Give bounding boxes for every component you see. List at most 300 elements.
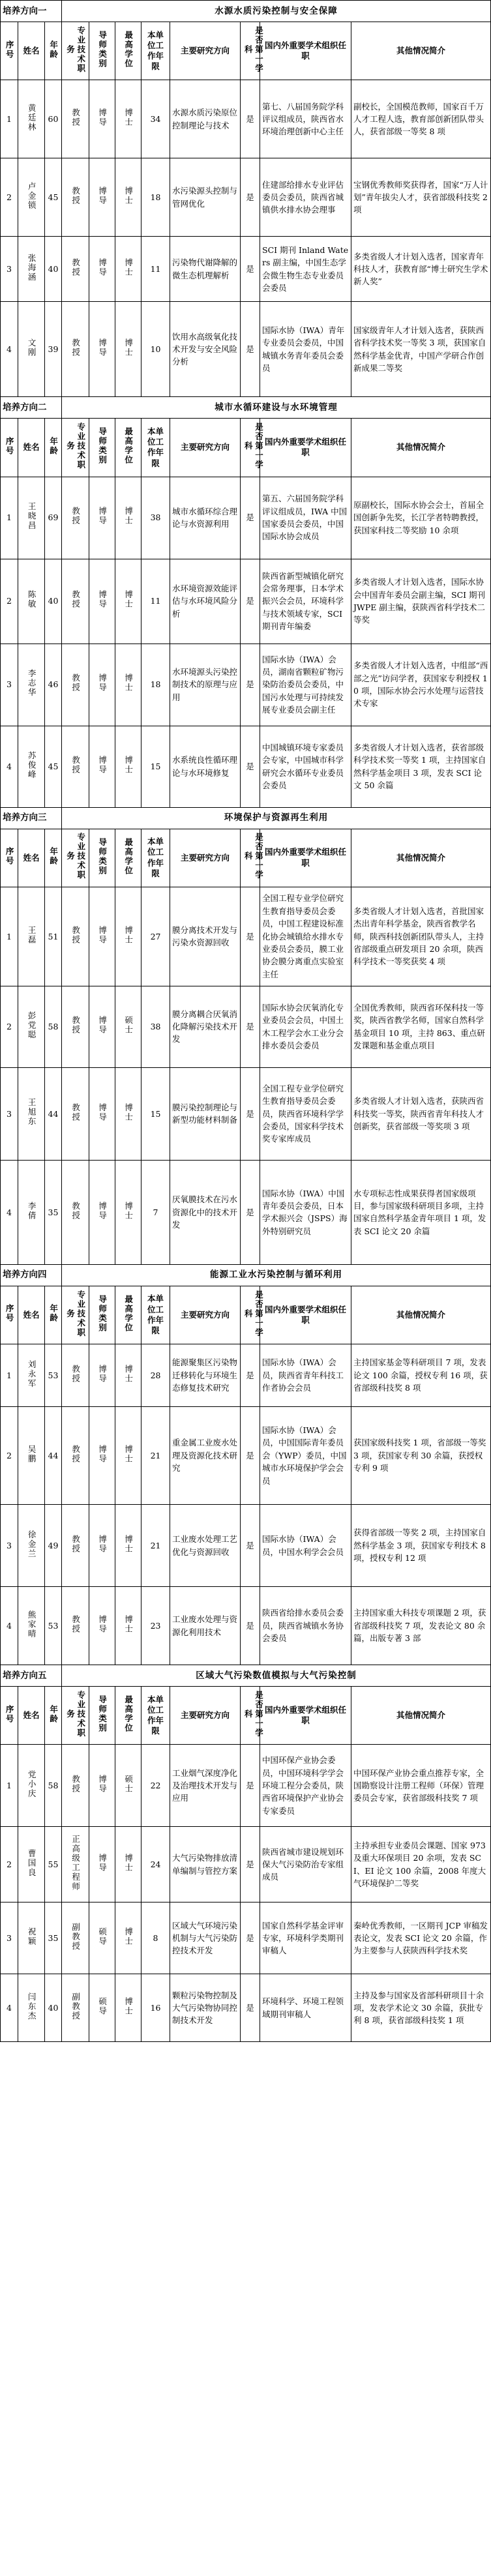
column-header-positions xyxy=(260,1687,351,1745)
name-cell-text: 张海涵 xyxy=(27,253,37,282)
seq-cell: 2 xyxy=(1,559,18,644)
column-header-first-discipline xyxy=(241,1286,264,1344)
degree-cell xyxy=(115,644,141,726)
supervisor-cell-text: 博导 xyxy=(97,507,108,526)
first-discipline-cell: 是 xyxy=(241,1344,260,1407)
name-cell xyxy=(18,1160,45,1264)
degree-cell-text: 博士 xyxy=(123,108,134,128)
column-header-age xyxy=(45,829,62,887)
positions-cell: 国际水协（IWA）会员，中国国际青年委员会（YWP）委员，中国城市水环境保护学会会员 xyxy=(260,1407,351,1505)
age-cell: 45 xyxy=(45,726,62,807)
research-cell: 水系统良性循环理论与水环境修复 xyxy=(170,726,241,807)
title-cell xyxy=(62,1587,89,1665)
section-label: 培养方向一 xyxy=(1,1,62,22)
age-cell: 40 xyxy=(45,559,62,644)
column-header-name xyxy=(18,419,45,477)
column-header-age xyxy=(45,1286,62,1344)
column-header-text: 最高学位 xyxy=(123,1695,134,1733)
title-cell xyxy=(62,1067,89,1160)
title-cell-text: 教授 xyxy=(70,1103,81,1122)
name-cell-text: 曹国良 xyxy=(27,1848,37,1878)
name-cell xyxy=(18,158,45,237)
degree-cell-text: 硕士 xyxy=(123,1775,134,1794)
column-header-supervisor xyxy=(89,1687,115,1745)
table-row xyxy=(1,1902,491,1974)
positions-cell: 中国环保产业协会委员，中国环境科学学会环境工程分会委员，陕西省环境保护产业协会专家委员 xyxy=(260,1745,351,1827)
title-cell xyxy=(62,1745,89,1827)
degree-cell xyxy=(115,1745,141,1827)
column-header-text: 是否第一学科 xyxy=(243,1290,264,1337)
name-cell xyxy=(18,1067,45,1160)
title-cell-text: 教授 xyxy=(70,108,81,128)
title-cell-text: 教授 xyxy=(70,1016,81,1035)
years-cell: 21 xyxy=(141,1407,170,1505)
column-header-degree xyxy=(115,419,141,477)
other-info-cell: 多类省级人才计划入选者，国家青年科技人才，获教育部“博士研究生学术新人奖” xyxy=(351,237,491,302)
name-cell-text: 文刚 xyxy=(27,338,37,358)
other-info-cell: 宝钢优秀教师奖获得者，国家“万人计划”青年拔尖人才，获省部级科技奖 2 项 xyxy=(351,158,491,237)
research-cell: 水环境源头污染控制技术的原理与应用 xyxy=(170,644,241,726)
column-header-text: 导师类别 xyxy=(97,31,108,68)
seq-cell: 1 xyxy=(1,1344,18,1407)
column-header-text: 导师类别 xyxy=(97,427,108,466)
section-title: 能源工业水污染控制与循环利用 xyxy=(62,1264,491,1286)
positions-cell: 国家自然科学基金评审专家，环境科学类期刊审稿人 xyxy=(260,1902,351,1974)
column-header-text: 最高学位 xyxy=(123,427,134,466)
years-cell: 7 xyxy=(141,1160,170,1264)
column-header-text: 其他情况简介 xyxy=(396,46,446,55)
research-cell: 大气污染物排放清单编制与管控方案 xyxy=(170,1827,241,1902)
supervisor-cell-text: 博导 xyxy=(97,1016,108,1035)
column-header-text: 姓名 xyxy=(23,442,40,452)
supervisor-cell xyxy=(89,1745,115,1827)
positions-cell: 国际水协会厌氧消化专业委员会会员，中国土木工程学会水工业分会排水委员会委员 xyxy=(260,986,351,1067)
degree-cell xyxy=(115,726,141,807)
name-cell-text: 李倩 xyxy=(27,1201,37,1221)
title-cell-text: 教授 xyxy=(70,674,81,693)
age-cell: 45 xyxy=(45,158,62,237)
column-header-text: 序号 xyxy=(5,436,15,456)
seq-cell: 2 xyxy=(1,1407,18,1505)
degree-cell xyxy=(115,1344,141,1407)
degree-cell-text: 博士 xyxy=(123,1854,134,1873)
degree-cell-text: 博士 xyxy=(123,258,134,278)
name-cell-text: 王旭东 xyxy=(27,1098,37,1127)
faculty-table-body xyxy=(1,1,491,2042)
name-cell-text: 熊家晴 xyxy=(27,1610,37,1639)
supervisor-cell-text: 博导 xyxy=(97,338,108,358)
research-cell: 城市水循环综合理论与水资源利用 xyxy=(170,477,241,559)
first-discipline-cell: 是 xyxy=(241,887,260,986)
seq-cell: 1 xyxy=(1,477,18,559)
research-cell: 重金属工业废水处理及资源化技术研究 xyxy=(170,1407,241,1505)
name-cell-text: 刘永军 xyxy=(27,1359,37,1389)
title-cell xyxy=(62,1344,89,1407)
degree-cell xyxy=(115,158,141,237)
first-discipline-cell: 是 xyxy=(241,644,260,726)
column-header-text: 其他情况简介 xyxy=(396,442,446,452)
name-cell xyxy=(18,1587,45,1665)
seq-cell: 4 xyxy=(1,1974,18,2042)
degree-cell xyxy=(115,1902,141,1974)
supervisor-cell xyxy=(89,1344,115,1407)
supervisor-cell-text: 博导 xyxy=(97,925,108,945)
supervisor-cell-text: 博导 xyxy=(97,674,108,693)
seq-cell: 4 xyxy=(1,302,18,397)
years-cell: 8 xyxy=(141,1902,170,1974)
column-header-row xyxy=(1,419,491,477)
column-header-text: 专业技术职务 xyxy=(65,25,86,74)
section-header xyxy=(1,807,491,829)
name-cell xyxy=(18,1407,45,1505)
supervisor-cell-text: 博导 xyxy=(97,590,108,610)
other-info-cell: 秦岭优秀教师，一区期刊 JCP 审稿发表论文，发表 SCI 论文 20 余篇，作为主要参与人获陕西科学技术奖 xyxy=(351,1902,491,1974)
table-row xyxy=(1,1587,491,1665)
positions-cell: 陕西省给排水委员会委员，陕西省城镇水务协会委员 xyxy=(260,1587,351,1665)
column-header-row xyxy=(1,829,491,887)
column-header-text: 主要研究方向 xyxy=(181,1309,230,1320)
positions-cell: 全国工程专业学位研究生教育指导委员会委员，中国工程建设标准化协会城镇给水排水专业委员会委员，膜工业协会膜分离重点实验室主任 xyxy=(260,887,351,986)
column-header-text: 专业技术职务 xyxy=(65,1290,86,1337)
table-row xyxy=(1,237,491,302)
table-row xyxy=(1,986,491,1067)
column-header-text: 年龄 xyxy=(48,1304,59,1324)
first-discipline-cell: 是 xyxy=(241,237,260,302)
research-cell: 膜分离耦合厌氧消化降解污染技术开发 xyxy=(170,986,241,1067)
column-header-text: 国内外重要学术组织任职 xyxy=(265,1704,347,1726)
name-cell-text: 苏俊峰 xyxy=(27,750,37,780)
name-cell xyxy=(18,237,45,302)
section-title: 城市水循环建设与水环境管理 xyxy=(62,397,491,419)
column-header-years xyxy=(141,22,170,80)
column-header-research xyxy=(170,22,241,80)
column-header-seq xyxy=(1,1286,18,1344)
research-cell: 饮用水高级氧化技术开发与安全风险分析 xyxy=(170,302,241,397)
years-cell: 27 xyxy=(141,887,170,986)
column-header-text: 主要研究方向 xyxy=(181,1710,230,1720)
name-cell-text: 卢金锁 xyxy=(27,181,37,211)
other-info-cell: 获得省部级一等奖 2 项，主持国家自然科学基金 3 项，获国家专利技术 8 项，授权专利 12 项 xyxy=(351,1505,491,1587)
other-info-cell: 中国环保产业协会重点推荐专家，全国勘察设计注册工程师（环保）管理委员会专家，获省部级科技奖 7 项 xyxy=(351,1745,491,1827)
years-cell: 18 xyxy=(141,644,170,726)
supervisor-cell xyxy=(89,302,115,397)
seq-cell: 3 xyxy=(1,1067,18,1160)
supervisor-cell-text: 博导 xyxy=(97,186,108,206)
age-cell: 40 xyxy=(45,1974,62,2042)
degree-cell-text: 博士 xyxy=(123,1444,134,1464)
section-header xyxy=(1,397,491,419)
name-cell xyxy=(18,1505,45,1587)
age-cell: 69 xyxy=(45,477,62,559)
supervisor-cell-text: 博导 xyxy=(97,1444,108,1464)
first-discipline-cell: 是 xyxy=(241,1067,260,1160)
name-cell xyxy=(18,1902,45,1974)
column-header-title xyxy=(62,1687,89,1745)
degree-cell xyxy=(115,477,141,559)
title-cell-text: 教授 xyxy=(70,507,81,526)
other-info-cell: 多类省级人才计划入选者，首批国家杰出青年科学基金，陕西省教学名师，陕西科技创新团队带头人，主持省部级重点研发项目 20 余项，陕西科学技术一等奖获奖 4 项 xyxy=(351,887,491,986)
degree-cell-text: 博士 xyxy=(123,1927,134,1947)
table-row xyxy=(1,80,491,158)
supervisor-cell xyxy=(89,158,115,237)
supervisor-cell xyxy=(89,1505,115,1587)
column-header-text: 主要研究方向 xyxy=(181,442,230,452)
title-cell xyxy=(62,986,89,1067)
degree-cell xyxy=(115,1160,141,1264)
degree-cell-text: 博士 xyxy=(123,925,134,945)
years-cell: 16 xyxy=(141,1974,170,2042)
column-header-text: 是否第一学科 xyxy=(243,422,264,470)
degree-cell-text: 博士 xyxy=(123,590,134,610)
research-cell: 水环境资源效能评估与水环境风险分析 xyxy=(170,559,241,644)
first-discipline-cell: 是 xyxy=(241,1745,260,1827)
other-info-cell: 多类省级人才计划入选者，获陕西省科技奖一等奖，陕西省青年科技人才创新奖，获省部级一等奖项 3 项 xyxy=(351,1067,491,1160)
age-cell: 35 xyxy=(45,1160,62,1264)
column-header-text: 姓名 xyxy=(23,852,40,863)
title-cell xyxy=(62,158,89,237)
name-cell-text: 吴鹏 xyxy=(27,1444,37,1464)
other-info-cell: 副校长，全国模范教师，国家百千万人才工程人选，教育部创新团队带头人，获省部级一等奖 8 项 xyxy=(351,80,491,158)
section-header xyxy=(1,1264,491,1286)
name-cell xyxy=(18,726,45,807)
seq-cell: 3 xyxy=(1,1505,18,1587)
table-row xyxy=(1,1974,491,2042)
supervisor-cell xyxy=(89,477,115,559)
degree-cell-text: 博士 xyxy=(123,755,134,775)
name-cell-text: 李志华 xyxy=(27,669,37,698)
column-header-text: 年龄 xyxy=(48,1704,59,1724)
name-cell-text: 陈敏 xyxy=(27,590,37,610)
other-info-cell: 国家级青年人才计划入选者，获陕西省科学技术奖一等奖 3 项，获国家自然科学基金优青，中国产学研合作创新成果二等奖 xyxy=(351,302,491,397)
other-info-cell: 多类省级人才计划入选者，中组部“西部之光”访问学者，获国家专利授权 10 项，国际水协会污水处理与运营技术专家 xyxy=(351,644,491,726)
age-cell: 58 xyxy=(45,986,62,1067)
research-cell: 膜分离技术开发与污染水资源回收 xyxy=(170,887,241,986)
column-header-age xyxy=(45,1687,62,1745)
column-header-supervisor xyxy=(89,419,115,477)
degree-cell xyxy=(115,1974,141,2042)
column-header-text: 导师类别 xyxy=(97,1294,108,1333)
column-header-text: 专业技术职务 xyxy=(65,422,86,470)
age-cell: 46 xyxy=(45,644,62,726)
name-cell xyxy=(18,80,45,158)
title-cell-text: 教授 xyxy=(70,258,81,278)
degree-cell-text: 硕士 xyxy=(123,1016,134,1035)
column-header-text: 其他情况简介 xyxy=(396,1309,446,1320)
degree-cell xyxy=(115,1587,141,1665)
supervisor-cell xyxy=(89,1067,115,1160)
age-cell: 53 xyxy=(45,1587,62,1665)
column-header-other xyxy=(351,829,491,887)
column-header-years xyxy=(141,829,170,887)
first-discipline-cell: 是 xyxy=(241,1160,260,1264)
supervisor-cell-text: 硕导 xyxy=(97,1927,108,1947)
title-cell xyxy=(62,237,89,302)
name-cell-text: 闫东杰 xyxy=(27,1992,37,2021)
age-cell: 40 xyxy=(45,237,62,302)
section-header xyxy=(1,1665,491,1687)
name-cell xyxy=(18,644,45,726)
column-header-text: 国内外重要学术组织任职 xyxy=(265,1304,347,1325)
degree-cell-text: 博士 xyxy=(123,338,134,358)
title-cell-text: 教授 xyxy=(70,1201,81,1221)
years-cell: 38 xyxy=(141,986,170,1067)
name-cell xyxy=(18,887,45,986)
degree-cell xyxy=(115,1505,141,1587)
age-cell: 55 xyxy=(45,1827,62,1902)
title-cell-text: 副教授 xyxy=(70,1992,81,2021)
first-discipline-cell: 是 xyxy=(241,1827,260,1902)
first-discipline-cell: 是 xyxy=(241,726,260,807)
title-cell xyxy=(62,644,89,726)
column-header-text: 最高学位 xyxy=(123,31,134,68)
column-header-other xyxy=(351,1286,491,1344)
column-header-name xyxy=(18,829,45,887)
title-cell xyxy=(62,302,89,397)
age-cell: 44 xyxy=(45,1407,62,1505)
other-info-cell: 多类省级人才计划入选者，获省部级科学技术奖一等奖 1 项，主持国家自然科学基金项目 3 项，发表 SCI 论文 50 余篇 xyxy=(351,726,491,807)
column-header-text: 是否第一学科 xyxy=(243,25,264,74)
seq-cell: 3 xyxy=(1,237,18,302)
supervisor-cell-text: 博导 xyxy=(97,755,108,775)
column-header-row xyxy=(1,22,491,80)
column-header-first-discipline xyxy=(241,419,264,477)
name-cell xyxy=(18,559,45,644)
first-discipline-cell: 是 xyxy=(241,1902,260,1974)
column-header-text: 序号 xyxy=(5,40,15,59)
years-cell: 22 xyxy=(141,1745,170,1827)
column-header-years xyxy=(141,1286,170,1344)
column-header-research xyxy=(170,1286,241,1344)
column-header-first-discipline xyxy=(241,22,264,80)
seq-cell: 2 xyxy=(1,986,18,1067)
positions-cell: 国际水协（IWA）会员，陕西省青年科技工作者协会会员 xyxy=(260,1344,351,1407)
seq-cell: 3 xyxy=(1,1902,18,1974)
degree-cell-text: 博士 xyxy=(123,1997,134,2017)
supervisor-cell-text: 博导 xyxy=(97,1775,108,1794)
research-cell: 工业烟气深度净化及治理技术开发与应用 xyxy=(170,1745,241,1827)
supervisor-cell xyxy=(89,1587,115,1665)
age-cell: 58 xyxy=(45,1745,62,1827)
years-cell: 38 xyxy=(141,477,170,559)
degree-cell xyxy=(115,1067,141,1160)
seq-cell: 1 xyxy=(1,80,18,158)
table-row xyxy=(1,1344,491,1407)
age-cell: 60 xyxy=(45,80,62,158)
section-header xyxy=(1,1,491,22)
positions-cell: 国际水协（IWA）青年专业委员会委员，中国城镇水务青年委员会委员 xyxy=(260,302,351,397)
first-discipline-cell: 是 xyxy=(241,80,260,158)
degree-cell-text: 博士 xyxy=(123,1103,134,1122)
age-cell: 39 xyxy=(45,302,62,397)
column-header-text: 是否第一学科 xyxy=(243,1690,264,1738)
first-discipline-cell: 是 xyxy=(241,302,260,397)
seq-cell: 2 xyxy=(1,1827,18,1902)
column-header-text: 导师类别 xyxy=(97,837,108,876)
column-header-text: 本单位工作年限 xyxy=(147,1694,164,1736)
column-header-research xyxy=(170,829,241,887)
supervisor-cell xyxy=(89,237,115,302)
degree-cell xyxy=(115,1407,141,1505)
column-header-text: 导师类别 xyxy=(97,1695,108,1733)
positions-cell: 第七、八届国务院学科评议组成员，陕西省水环境治理创新中心主任 xyxy=(260,80,351,158)
seq-cell: 2 xyxy=(1,158,18,237)
positions-cell: 陕西省新型城镇化研究会常务理事，日本学术振兴会会员，环境科学与技术领域专家，SCI 期刊青年编委 xyxy=(260,559,351,644)
seq-cell: 4 xyxy=(1,1160,18,1264)
other-info-cell: 主持国家基金等科研项目 7 项，发表论文 100 余篇，授权专利 16 项，获省部级科技奖 8 项 xyxy=(351,1344,491,1407)
years-cell: 15 xyxy=(141,726,170,807)
research-cell: 区域大气环境污染机制与大气污染防控技术开发 xyxy=(170,1902,241,1974)
supervisor-cell xyxy=(89,1974,115,2042)
supervisor-cell-text: 博导 xyxy=(97,1103,108,1122)
age-cell: 49 xyxy=(45,1505,62,1587)
column-header-name xyxy=(18,1286,45,1344)
age-cell: 44 xyxy=(45,1067,62,1160)
name-cell xyxy=(18,1745,45,1827)
column-header-seq xyxy=(1,1687,18,1745)
section-title: 环境保护与资源再生利用 xyxy=(62,807,491,829)
column-header-positions xyxy=(260,829,351,887)
column-header-text: 国内外重要学术组织任职 xyxy=(265,847,347,868)
supervisor-cell xyxy=(89,1827,115,1902)
column-header-text: 最高学位 xyxy=(123,1294,134,1333)
supervisor-cell xyxy=(89,644,115,726)
column-header-text: 本单位工作年限 xyxy=(147,29,164,72)
years-cell: 11 xyxy=(141,559,170,644)
title-cell-text: 正高级工程师 xyxy=(70,1835,81,1892)
column-header-degree xyxy=(115,1286,141,1344)
column-header-text: 本单位工作年限 xyxy=(147,1294,164,1336)
column-header-years xyxy=(141,1687,170,1745)
name-cell-text: 党小庆 xyxy=(27,1769,37,1799)
other-info-cell: 主持及参与国家及省部科研项目十余项，发表学术论文 30 余篇，获批专利 8 项，获省部级科技奖 1 项 xyxy=(351,1974,491,2042)
title-cell xyxy=(62,1505,89,1587)
column-header-other xyxy=(351,419,491,477)
column-header-text: 本单位工作年限 xyxy=(147,836,164,878)
degree-cell xyxy=(115,80,141,158)
positions-cell: 中国城镇环境专家委员会专家，中国城市科学研究会水循环专业委员会委员 xyxy=(260,726,351,807)
column-header-other xyxy=(351,1687,491,1745)
column-header-text: 姓名 xyxy=(23,1309,40,1320)
title-cell-text: 教授 xyxy=(70,1775,81,1794)
column-header-text: 年龄 xyxy=(48,40,59,59)
title-cell-text: 教授 xyxy=(70,925,81,945)
title-cell-text: 教授 xyxy=(70,1444,81,1464)
positions-cell: 全国工程专业学位研究生教育指导委员会委员，陕西省环境科学学会委员，国家科学技术奖专家库成员 xyxy=(260,1067,351,1160)
name-cell xyxy=(18,1344,45,1407)
research-cell: 颗粒污染物控制及大气污染物协同控制技术开发 xyxy=(170,1974,241,2042)
supervisor-cell xyxy=(89,80,115,158)
title-cell-text: 教授 xyxy=(70,1614,81,1634)
table-row xyxy=(1,1827,491,1902)
title-cell xyxy=(62,1827,89,1902)
degree-cell-text: 博士 xyxy=(123,1534,134,1554)
supervisor-cell xyxy=(89,986,115,1067)
column-header-text: 序号 xyxy=(5,1304,15,1324)
column-header-supervisor xyxy=(89,22,115,80)
degree-cell-text: 博士 xyxy=(123,1614,134,1634)
supervisor-cell-text: 博导 xyxy=(97,1614,108,1634)
table-row xyxy=(1,1067,491,1160)
degree-cell xyxy=(115,986,141,1067)
other-info-cell: 原副校长，国际水协会会士，首届全国创新争先奖，长江学者特聘教授，获国家科技二等奖励 10 余项 xyxy=(351,477,491,559)
section-title: 区域大气污染数值模拟与大气污染控制 xyxy=(62,1665,491,1687)
table-row xyxy=(1,1160,491,1264)
column-header-age xyxy=(45,22,62,80)
research-cell: 能源聚集区污染物迁移转化与环境生态修复技术研究 xyxy=(170,1344,241,1407)
table-row xyxy=(1,559,491,644)
other-info-cell: 主持国家重大科技专项课题 2 项，获省部级科技奖 7 项，发表论文 80 余篇，出版专著 3 部 xyxy=(351,1587,491,1665)
column-header-first-discipline xyxy=(241,1687,264,1745)
